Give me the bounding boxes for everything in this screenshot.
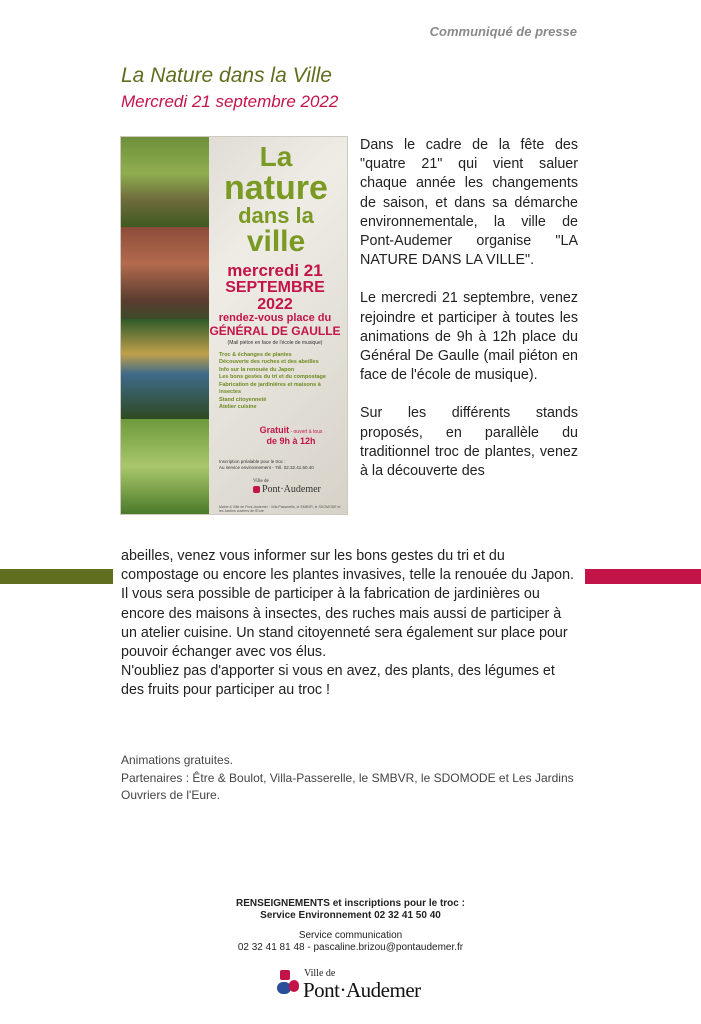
contact-line: RENSEIGNEMENTS et inscriptions pour le troc : [236,898,465,909]
city-flower-icon [253,486,260,493]
intro-paragraph: Le mercredi 21 septembre, venez rejoindre et participer à toutes les animations de 9h à 12h place du Général De Gaulle (mail piéton en face de l'école de musique). [360,290,578,384]
contact-email-line: 02 32 41 81 48 - pascaline.brizou@pontaudemer.fr [237,942,464,953]
poster-photo-beehives [121,319,209,419]
poster-logo-name: Pont·Audemer [262,484,321,495]
poster-title-line: La [259,141,293,172]
poster-free-note: - ouvert à tous [289,429,323,435]
poster-title-line: ville [246,225,306,258]
body-paragraph: N'oubliez pas d'apporter si vous en avez, des plants, des légumes et des fruits pour participer au troc ! [121,663,555,699]
poster-date-line: mercredi 21 [227,261,323,280]
poster-title-line: dans la [238,203,314,228]
red-accent-bar [585,569,701,584]
poster-service: Au service environnement - Tél. 02.32.41.50.40 [219,464,314,470]
poster-date-line: SEPTEMBRE 2022 [225,278,325,313]
contact-block [0,898,701,954]
poster-place-note: (Mail piéton en face de l'école de musique) [227,339,323,346]
poster-photo-street [121,227,209,319]
poster-activities [219,352,343,411]
poster-photo-trees [121,419,209,514]
poster-activity: Atelier cuisine [219,403,257,410]
event-poster [120,136,348,515]
green-accent-bar [0,569,113,584]
logo-city-name: Pont·Audemer [303,978,421,1002]
poster-activity: insectes [219,389,242,396]
notes-block [121,752,591,805]
free-note: Animations gratuites. [121,753,234,767]
contact-line: Service communication [298,930,403,941]
poster-logo-ville: Ville de [253,479,269,484]
intro-paragraph: Sur les différents stands proposés, en parallèle du traditionnel troc de plantes, venez à la découverte des [360,405,578,480]
city-logo [277,968,437,1008]
poster-activity: Fabrication de jardinières et maisons à [219,381,321,388]
poster-activity: Info sur la renouée du Japon [219,366,295,373]
contact-line: Service Environnement 02 32 41 50 40 [260,910,441,921]
poster-footer: Mairie & Ville de Pont-Audemer · Villa Passerelle, le SMBVR, le SDOMODE et les Jardins ouvriers de l'Eure [219,505,341,513]
page-title: La Nature dans la Ville [121,64,332,87]
poster-activity: Troc & échanges de plantes [219,352,292,358]
body-text [121,547,578,701]
poster-place-line: GÉNÉRAL DE GAULLE [209,323,341,338]
poster-free-label: Gratuit [259,425,290,435]
poster-logo [253,479,321,495]
body-paragraph: Il vous sera possible de participer à la fabrication de jardinières ou encore des maisons à insectes, des ruches mais aussi de participer à un atelier cuisine. Un stand citoyenneté sera également sur place pour pouvoir échanger avec vos élus. [121,586,568,661]
poster-photo-garden [121,137,209,227]
poster-hours: de 9h à 12h [266,435,316,446]
poster-activity: Découverte des ruches et des abeilles [219,359,319,366]
body-paragraph: abeilles, venez vous informer sur les bons gestes du tri et du compostage ou encore les plantes invasives, telle la renouée du Japon. [121,548,575,584]
poster-title-line: nature [224,169,328,207]
intro-column [360,136,578,481]
logo-ville-label: Ville de [304,968,336,979]
poster-title [211,143,341,257]
poster-inscription: Inscription préalable pour le troc : [219,459,286,464]
intro-paragraph: Dans le cadre de la fête des "quatre 21" qui vient saluer chaque année les changements de saison, et dans sa démarche environnementale, la ville de Pont-Audemer organise "LA NATURE DANS LA VILLE". [360,137,578,269]
partners-note: Partenaires : Être & Boulot, Villa-Passerelle, le SMBVR, le SDOMODE et Les Jardins Ouvriers de l'Eure. [121,770,574,802]
poster-activity: Stand citoyenneté [219,396,267,403]
poster-place-line: rendez-vous place du [218,312,332,325]
poster-activity: Les bons gestes du tri et du compostage [219,374,326,381]
poster-contact [219,459,343,471]
poster-free-badge [241,425,341,447]
city-emblem-icon [277,970,301,998]
event-date: Mercredi 21 septembre 2022 [121,92,339,111]
press-release-label: Communiqué de presse [429,24,577,39]
poster-date [209,262,341,346]
